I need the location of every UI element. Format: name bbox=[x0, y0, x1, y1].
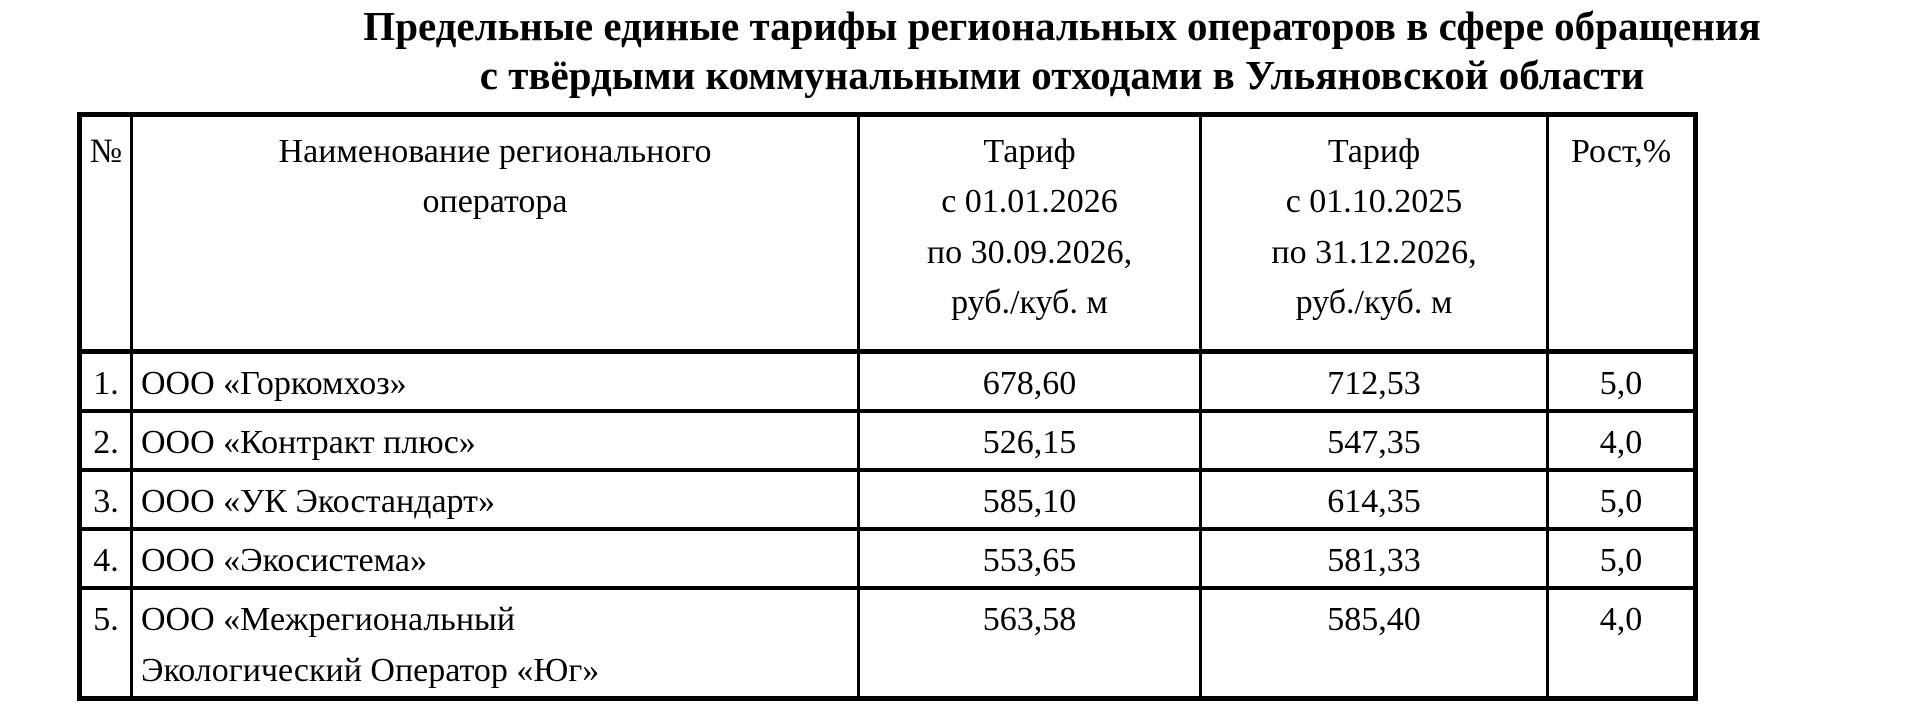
header-line: руб./куб. м bbox=[951, 283, 1108, 321]
growth-value: 5,0 bbox=[1548, 352, 1696, 412]
tariff2-value: 585,40 bbox=[1201, 588, 1548, 699]
cell-line: ООО «Горкомхоз» bbox=[141, 365, 407, 402]
header-line: по 31.12.2026, bbox=[1271, 233, 1477, 271]
row-number: 1. bbox=[80, 352, 132, 412]
tariff2-value: 614,35 bbox=[1201, 470, 1548, 529]
header-line: по 30.09.2026, bbox=[926, 233, 1133, 271]
growth-value: 4,0 bbox=[1548, 411, 1696, 470]
table-row bbox=[80, 411, 1696, 470]
header-tariff-period-2 bbox=[1201, 115, 1548, 352]
row-number: 5. bbox=[80, 588, 132, 699]
growth-value: 4,0 bbox=[1548, 588, 1696, 699]
tariff1-value: 678,60 bbox=[859, 352, 1201, 412]
growth-value: 5,0 bbox=[1548, 529, 1696, 588]
header-line: с 01.10.2025 bbox=[1285, 183, 1463, 221]
cell-line: Экологический Оператор «Юг» bbox=[141, 652, 600, 689]
header-operator-name bbox=[132, 115, 859, 352]
row-number: 3. bbox=[80, 470, 132, 529]
operator-name-cell bbox=[132, 470, 859, 529]
header-tariff-period-1 bbox=[859, 115, 1201, 352]
table-row bbox=[80, 588, 1696, 699]
header-growth-percent: Рост,% bbox=[1548, 115, 1696, 352]
tariff2-value: 581,33 bbox=[1201, 529, 1548, 588]
tariff1-value: 553,65 bbox=[859, 529, 1201, 588]
header-line: оператора bbox=[422, 183, 568, 221]
header-number: № bbox=[80, 115, 132, 352]
table-row bbox=[80, 529, 1696, 588]
table-row bbox=[80, 352, 1696, 412]
cell-line: ООО «Экосистема» bbox=[141, 542, 427, 579]
tariff2-value: 712,53 bbox=[1201, 352, 1548, 412]
tariff1-value: 563,58 bbox=[859, 588, 1201, 699]
header-line: Тариф bbox=[983, 133, 1076, 170]
table-row bbox=[80, 470, 1696, 529]
cell-line: ООО «Межрегиональный bbox=[141, 601, 516, 638]
page-title-line-2: с твёрдыми коммунальными отходами в Ульяновской области bbox=[479, 52, 1645, 99]
header-line: руб./куб. м bbox=[1295, 283, 1453, 321]
operator-name-cell bbox=[132, 529, 859, 588]
tariff1-value: 585,10 bbox=[859, 470, 1201, 529]
page-title bbox=[0, 2, 1912, 100]
row-number: 4. bbox=[80, 529, 132, 588]
header-line: Тариф bbox=[1327, 133, 1421, 170]
tariff2-value: 547,35 bbox=[1201, 411, 1548, 470]
cell-line: ООО «Контракт плюс» bbox=[141, 424, 476, 461]
operator-name-cell bbox=[132, 352, 859, 412]
growth-value: 5,0 bbox=[1548, 470, 1696, 529]
header-line: Наименование регионального bbox=[278, 133, 712, 170]
operator-name-cell bbox=[132, 411, 859, 470]
operator-name-cell bbox=[132, 588, 859, 699]
cell-line: ООО «УК Экостандарт» bbox=[141, 483, 495, 520]
page-title-line-1: Предельные единые тарифы региональных операторов в сфере обращения bbox=[363, 3, 1761, 49]
table-header-row bbox=[80, 115, 1696, 352]
header-line: с 01.01.2026 bbox=[941, 183, 1118, 221]
tariff1-value: 526,15 bbox=[859, 411, 1201, 470]
row-number: 2. bbox=[80, 411, 132, 470]
tariff-table bbox=[77, 112, 1698, 701]
